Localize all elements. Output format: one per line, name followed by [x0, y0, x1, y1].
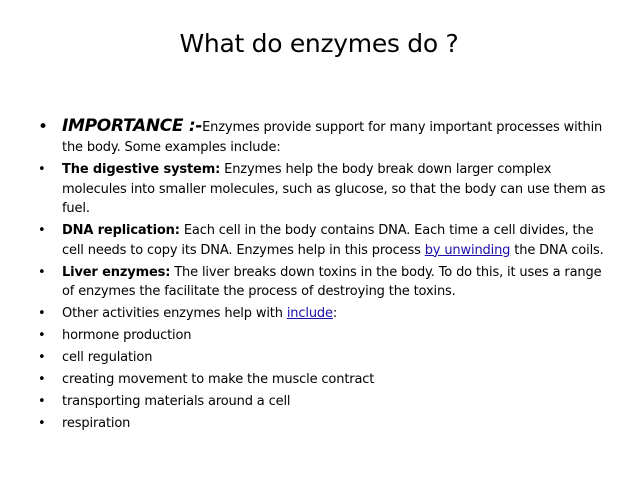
bullet-icon: • — [38, 306, 46, 321]
other-activities-colon: : — [332, 306, 338, 321]
by-unwinding-link[interactable]: by unwinding — [424, 242, 511, 258]
include-link[interactable]: include — [286, 306, 333, 321]
transporting-materials-text: transporting materials around a cell — [62, 394, 291, 409]
bullet-icon: • — [38, 372, 46, 387]
importance-heading: IMPORTANCE :- — [62, 116, 203, 136]
list-item-other-activities — [38, 304, 610, 324]
list-item-liver-enzymes — [38, 263, 610, 302]
list-item-digestive-system — [38, 160, 610, 219]
list-item-transporting-materials — [38, 392, 610, 412]
liver-enzymes-text: The liver breaks down toxins in the body. To do this, it uses a range of enzymes the facilitate the process of destroying the toxins. — [62, 264, 602, 299]
bullet-icon: • — [38, 350, 46, 365]
digestive-system-heading: The digestive system: — [62, 162, 221, 177]
list-item-creating-movement — [38, 370, 610, 390]
dna-replication-heading: DNA replication: — [62, 223, 180, 238]
bullet-icon: • — [38, 117, 48, 137]
list-item-dna-replication — [38, 221, 610, 260]
creating-movement-text: creating movement to make the muscle contract — [62, 372, 375, 387]
liver-enzymes-heading: Liver enzymes: — [62, 264, 171, 280]
bullet-icon: • — [38, 328, 46, 343]
bullet-icon: • — [38, 223, 46, 238]
dna-replication-text-end: the DNA coils. — [510, 242, 604, 258]
bullet-list — [38, 117, 610, 436]
list-item-respiration — [38, 414, 610, 434]
bullet-icon: • — [38, 394, 46, 409]
bullet-icon: • — [38, 416, 46, 431]
dna-replication-text: Each cell in the body contains DNA. Each time a cell divides, the cell needs to copy its DNA. Enzymes help in this process — [62, 223, 594, 258]
hormone-production-text: hormone production — [62, 328, 192, 343]
list-item-cell-regulation — [38, 348, 610, 368]
list-item-importance — [38, 117, 610, 157]
importance-text: Enzymes provide support for many important processes within the body. Some examples include: — [62, 120, 603, 155]
respiration-text: respiration — [62, 416, 131, 431]
digestive-system-text: Enzymes help the body break down larger complex molecules into smaller molecules, such as glucose, so that the body can use them as fuel. — [62, 162, 606, 216]
other-activities-text: Other activities enzymes help with — [62, 306, 287, 321]
slide-title: What do enzymes do ? — [179, 29, 459, 58]
list-item-hormone-production — [38, 326, 610, 346]
bullet-icon: • — [38, 162, 46, 177]
bullet-icon: • — [38, 264, 46, 280]
cell-regulation-text: cell regulation — [62, 350, 153, 365]
